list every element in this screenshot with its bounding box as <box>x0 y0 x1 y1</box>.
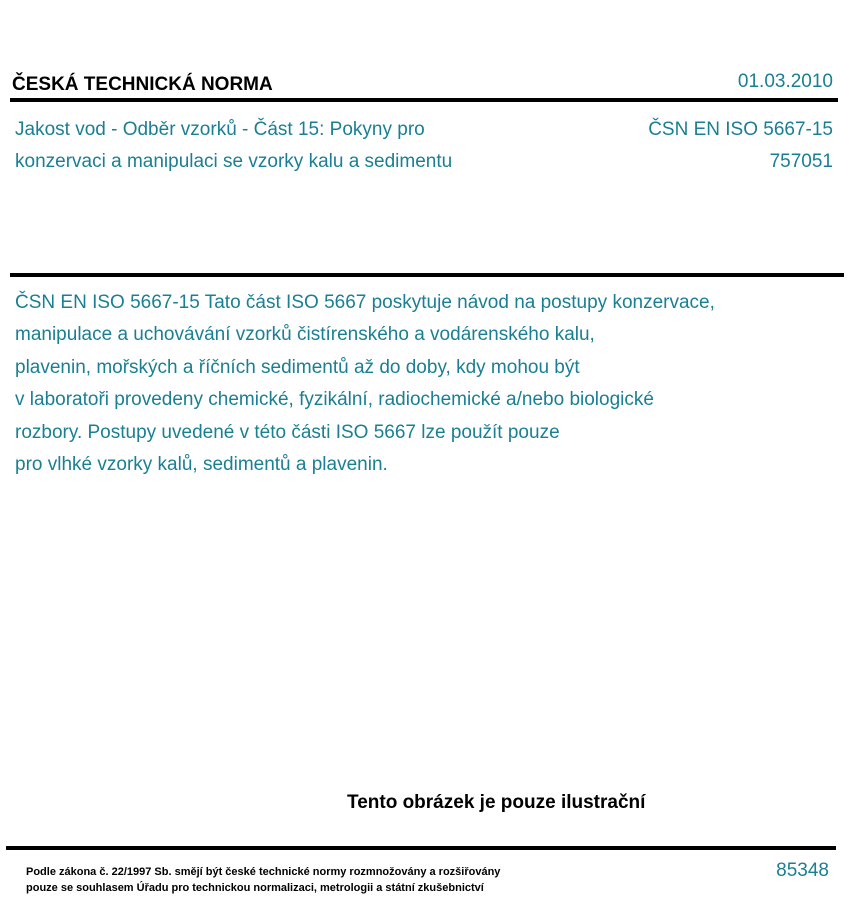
legal-notice <box>26 864 500 896</box>
middle-divider <box>10 273 844 277</box>
standard-title-line2: konzervaci a manipulaci se vzorky kalu a sedimentu <box>15 151 453 172</box>
class-number: 757051 <box>769 151 833 172</box>
top-divider <box>10 98 838 102</box>
standard-title <box>15 114 535 178</box>
standard-code: ČSN EN ISO 5667-15 <box>648 119 833 140</box>
standard-identifiers <box>648 114 833 178</box>
document-number: 85348 <box>776 860 829 881</box>
bottom-divider <box>6 846 836 850</box>
legal-notice-line1: Podle zákona č. 22/1997 Sb. smějí být české technické normy rozmnožovány a rozšiřovány <box>26 866 501 878</box>
publication-date: 01.03.2010 <box>737 71 833 92</box>
illustration-note: Tento obrázek je pouze ilustrační <box>347 792 646 813</box>
standard-title-line1: Jakost vod - Odběr vzorků - Část 15: Pokyny pro <box>15 119 425 140</box>
legal-notice-line2: pouze se souhlasem Úřadu pro technickou normalizaci, metrologii a státní zkušebnictví <box>26 882 484 894</box>
abstract-text: ČSN EN ISO 5667-15 Tato část ISO 5667 poskytuje návod na postupy konzervace, manipulace a uchovávání vzorků čistírenského a vodárenského kalu, plavenin, mořských a říčních sedimentů až do doby, kdy mohou být v laboratoři provedeny chemické, fyzikální, radiochemické a/nebo biologické rozbory. Postupy uvedené v této části ISO 5667 lze použít pouze pro vlhké vzorky kalů, sedimentů a plavenin. <box>15 292 715 476</box>
norma-label: ČESKÁ TECHNICKÁ NORMA <box>12 74 273 95</box>
